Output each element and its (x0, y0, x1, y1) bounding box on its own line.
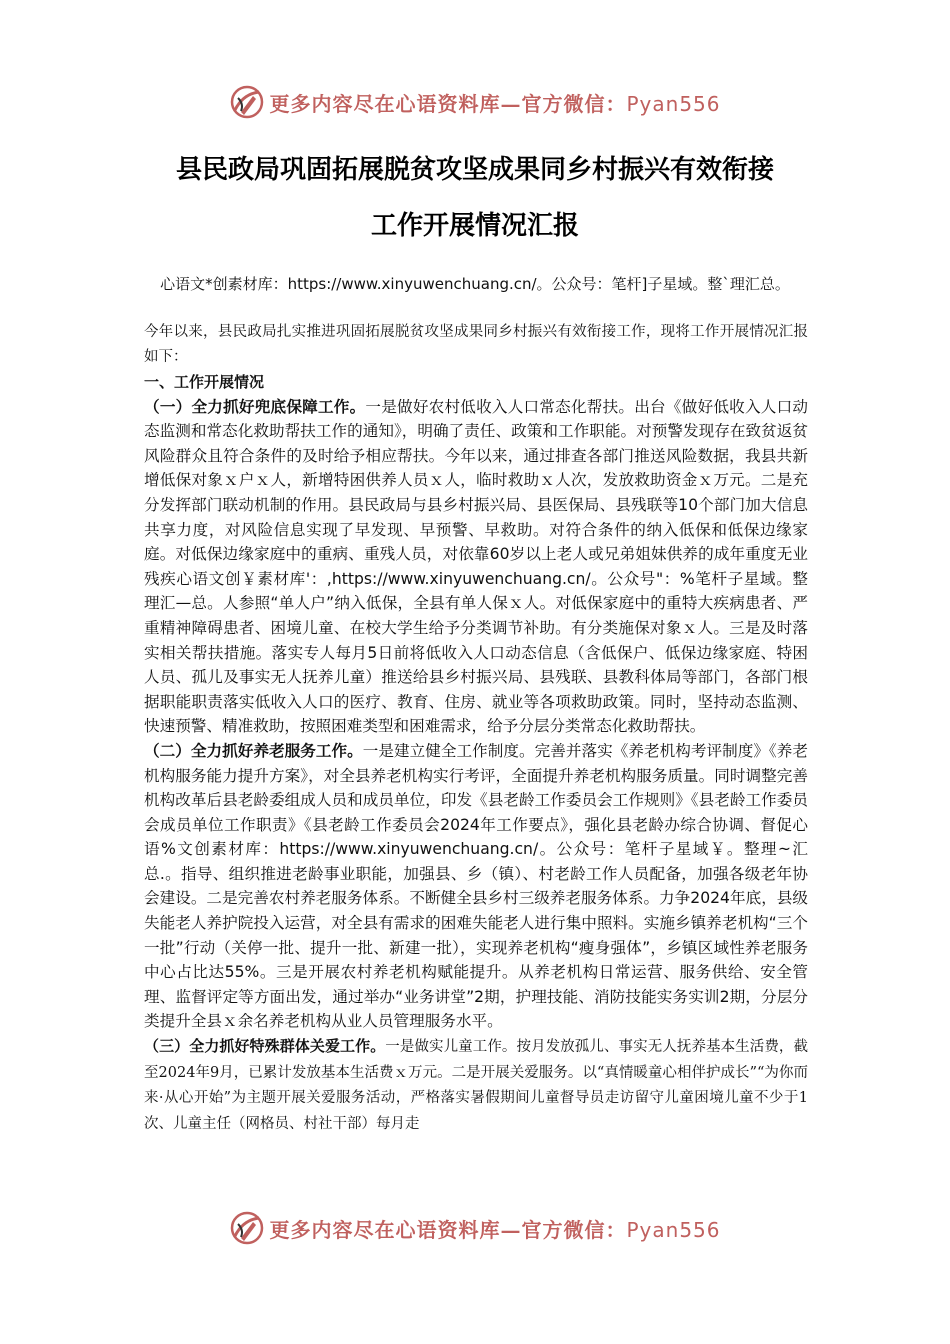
paragraph-sub3 (144, 1034, 808, 1137)
banner-text: 更多内容尽在心语资料库—官方微信：Pyan556 (269, 91, 721, 116)
sub1-body: 一是做好农村低收入人口常态化帮扶。出台《做好低收入人口动态监测和常态化救助帮扶工作的通知》，明确了责任、政策和工作职能。对预警发现存在致贫返贫风险群众且符合条件的及时给予相应帮扶。今年以来，通过排查各部门推送风险数据，我县共新增低保对象ｘ户ｘ人，新增特困供养人员ｘ人，临时救助ｘ人次，发放救助资金ｘ万元。二是充分发挥部门联动机制的作用。县民政局与县乡村振兴局、县医保局、县残联等10个部门加大信息共享力度，对风险信息实现了早发现、早预警、早救助。对符合条件的纳入低保和低保边缘家庭。对低保边缘家庭中的重病、重残人员，对依靠60岁以上老人或兄弟姐妹供养的成年重度无业残疾心语文创￥素材库'：,https://www.xinyuwenchuang.cn/。公众号"：%笔杆子星域。整理汇—总。人参照“单人户”纳入低保，全县有单人保ｘ人。对低保家庭中的重特大疾病患者、严重精神障碍患者、困境儿童、在校大学生给予分类调节补助。有分类施保对象ｘ人。三是及时落实相关帮扶措施。落实专人每月5日前将低收入人口动态信息（含低保户、低保边缘家庭、特困人员、孤儿及事实无人抚养儿童）推送给县乡村振兴局、县残联、县教科体局等部门，各部门根据职能职责落实低收入人口的医疗、教育、住房、就业等各项救助政策。同时，坚持动态监测、快速预警、精准救助，按照困难类型和困难需求，给予分层分类常态化救助帮扶。 (144, 397, 808, 736)
title-line-1: 县民政局巩固拓展脱贫攻坚成果同乡村振兴有效衔接 (175, 155, 774, 185)
paragraph-sub1 (144, 395, 808, 739)
banner-wechat-id: Pyan556 (626, 1217, 721, 1242)
paragraph-sub2 (144, 739, 808, 1034)
section-heading: 一、工作开展情况 (144, 373, 265, 391)
sub1-lead: （一）全力抓好兜底保障工作。 (144, 397, 366, 416)
banner-wechat-id: Pyan556 (626, 91, 721, 116)
document-title (120, 142, 830, 254)
banner-text: 更多内容尽在心语资料库—官方微信：Pyan556 (269, 1217, 721, 1242)
document-body (144, 320, 808, 1137)
source-note: 心语文*创素材库：https://www.xinyuwenchuang.cn/。公众号：笔杆]子星域。整`理汇总。 (160, 275, 790, 293)
logo-icon (229, 84, 265, 120)
intro-paragraph: 今年以来，县民政局扎实推进巩固拓展脱贫攻坚成果同乡村振兴有效衔接工作，现将工作开展情况汇报如下： (144, 324, 808, 365)
sub2-body: 一是建立健全工作制度。完善并落实《养老机构考评制度》《养老机构服务能力提升方案》，对全县养老机构实行考评，全面提升养老机构服务质量。同时调整完善机构改革后县老龄委组成人员和成员单位，印发《县老龄工作委员会工作规则》《县老龄工作委员会成员单位工作职责》《县老龄工作委员会2024年工作要点》，强化县老龄办综合协调、督促心语%文创素材库：https://www.xinyuwenchuang.cn/。公众号：笔杆子星域￥。整理~汇总.。指导、组织推进老龄事业职能，加强县、乡（镇）、村老龄工作人员配备，加强各级老年协会建设。二是完善农村养老服务体系。不断健全县乡村三级养老服务体系。力争2024年底，县级失能老人养护院投入运营，对全县有需求的困难失能老人进行集中照料。实施乡镇养老机构“三个一批”行动（关停一批、提升一批、新建一批），实现养老机构“瘦身强体”，乡镇区域性养老服务中心占比达55%。三是开展农村养老机构赋能提升。从养老机构日常运营、服务供给、安全管理、监督评定等方面出发，通过举办“业务讲堂”2期，护理技能、消防技能实务实训2期，分层分类提升全县ｘ余名养老机构从业人员管理服务水平。 (144, 741, 808, 1031)
sub3-lead: （三）全力抓好特殊群体关爱工作。 (144, 1037, 386, 1056)
title-line-2: 工作开展情况汇报 (370, 211, 579, 241)
logo-icon (229, 1210, 265, 1246)
sub3-body: 一是做实儿童工作。按月发放孤儿、事实无人抚养基本生活费，截至2024年9月，已累计发放基本生活费ｘ万元。二是开展关爱服务。以“真情暖童心相伴护成长”“为你而来·从心开始”为主题开展关爱服务活动，严格落实暑假期间儿童督导员走访留守儿童困境儿童不少于1次、儿童主任（网格员、村社干部）每月走 (144, 1039, 808, 1132)
footer-banner (0, 1208, 950, 1248)
header-banner (0, 82, 950, 122)
sub2-lead: （二）全力抓好养老服务工作。 (144, 741, 363, 760)
